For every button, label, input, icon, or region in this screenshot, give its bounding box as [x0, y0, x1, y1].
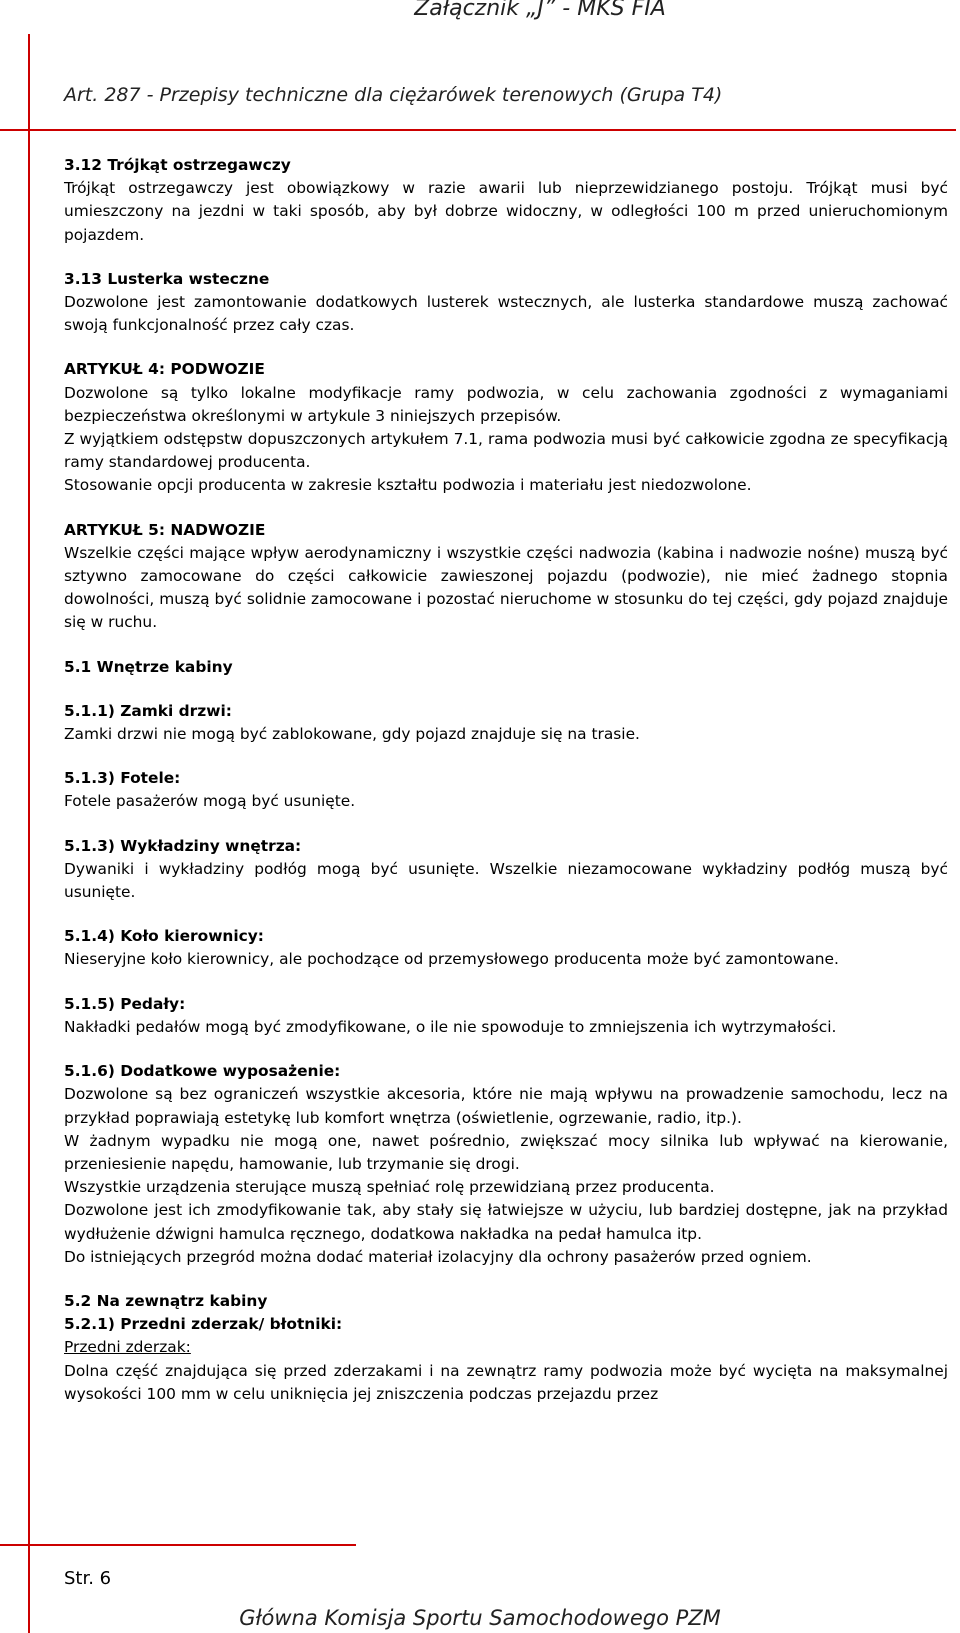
- article-5-paragraph: Wszelkie części mające wpływ aerodynamiczny i wszystkie części nadwozia (kabina i nadwozie nośne) muszą być sztywno zamocowane do części całkowicie zawieszonej pojazdu (podwozie), nie mieć żadnego stopnia dowolności, muszą być solidnie zamocowane i pozostać nieruchome w stosunku do tej części, gdy pojazd znajduje się w ruchu.: [64, 543, 948, 632]
- section-5-2-title: 5.2 Na zewnątrz kabiny: [64, 1291, 268, 1310]
- section-5-1-5-title: 5.1.5) Pedały:: [64, 994, 186, 1013]
- section-5-1-1-text: Zamki drzwi nie mogą być zablokowane, gdy pojazd znajduje się na trasie.: [64, 725, 640, 744]
- section-5-2-1-title: 5.2.1) Przedni zderzak/ błotniki:: [64, 1315, 343, 1334]
- article-5-title: ARTYKUŁ 5: NADWOZIE: [64, 520, 266, 539]
- article-4-paragraph: Z wyjątkiem odstępstw dopuszczonych artykułem 7.1, rama podwozia musi być całkowicie zgodna ze specyfikacją ramy standardowej producenta.: [64, 430, 948, 472]
- section-5-1-3-seats-title: 5.1.3) Fotele:: [64, 769, 181, 788]
- article-4-paragraph: Stosowanie opcji producenta w zakresie kształtu podwozia i materiału jest niedozwolone.: [64, 476, 752, 495]
- front-bumper-label: Przedni zderzak:: [64, 1338, 191, 1357]
- section-5-1-6-paragraph: Dozwolone jest ich zmodyfikowanie tak, aby stały się łatwiejsze w użyciu, lub bardziej dostępne, jak na przykład wydłużenie dźwigni hamulca ręcznego, dodatkowa nakładka na pedał hamulca itp.: [64, 1201, 948, 1243]
- section-5-1-4-text: Nieseryjne koło kierownicy, ale pochodzące od przemysłowego producenta może być zamontowane.: [64, 950, 839, 969]
- section-5-2-1-text: Dolna część znajdująca się przed zderzakami i na zewnątrz ramy podwozia może być wycięta na maksymalnej wysokości 100 mm w celu uniknięcia jej zniszczenia podczas przejazdu przez: [64, 1361, 948, 1403]
- section-5-1-title: 5.1 Wnętrze kabiny: [64, 657, 233, 676]
- document-body: [64, 154, 948, 1406]
- section-3-13-title: 3.13 Lusterka wsteczne: [64, 269, 270, 288]
- section-3-12-text: Trójkąt ostrzegawczy jest obowiązkowy w razie awarii lub nieprzewidzianego postoju. Trójkąt musi być umieszczony na jezdni w taki sposób, aby był dobrze widoczny, w odległości 100 m przed unieruchomionym pojazdem.: [64, 179, 948, 244]
- section-5-1-6-paragraph: Wszystkie urządzenia sterujące muszą spełniać rolę przewidzianą przez producenta.: [64, 1178, 715, 1197]
- page-number: Str. 6: [64, 1568, 112, 1589]
- section-5-1-4-title: 5.1.4) Koło kierownicy:: [64, 927, 264, 946]
- section-3-12-title: 3.12 Trójkąt ostrzegawczy: [64, 156, 291, 174]
- article-header: Art. 287 - Przepisy techniczne dla ciężarówek terenowych (Grupa T4): [64, 84, 723, 106]
- section-5-1-3-carpets-text: Dywaniki i wykładziny podłóg mogą być usunięte. Wszelkie niezamocowane wykładziny podłóg muszą być usunięte.: [64, 859, 948, 902]
- header-rule: [0, 129, 956, 131]
- section-3-13-text: Dozwolone jest zamontowanie dodatkowych lusterek wstecznych, ale lusterka standardowe muszą zachować swoją funkcjonalność przez cały czas.: [64, 293, 948, 335]
- article-4-title: ARTYKUŁ 4: PODWOZIE: [64, 360, 265, 379]
- section-5-1-3-seats-text: Fotele pasażerów mogą być usunięte.: [64, 792, 356, 811]
- section-5-1-3-carpets-title: 5.1.3) Wykładziny wnętrza:: [64, 836, 302, 855]
- section-5-1-6-paragraph: Dozwolone są bez ograniczeń wszystkie akcesoria, które nie mają wpływu na prowadzenie samochodu, lecz na przykład poprawiają estetykę lub komfort wnętrza (oświetlenie, ogrzewanie, radio, itp.).: [64, 1085, 948, 1127]
- footer-organization: Główna Komisja Sportu Samochodowego PZM: [239, 1606, 721, 1630]
- margin-rule: [28, 34, 30, 1633]
- section-5-1-5-text: Nakładki pedałów mogą być zmodyfikowane, o ile nie spowoduje to zmniejszenia ich wytrzymałości.: [64, 1017, 837, 1036]
- section-5-1-6-paragraph: W żadnym wypadku nie mogą one, nawet pośrednio, zwiększać mocy silnika lub wpływać na kierowanie, przeniesienie napędu, hamowanie, lub trzymanie się drogi.: [64, 1131, 948, 1173]
- annex-header: Załącznik „J” - MKS FIA: [414, 0, 666, 21]
- section-5-1-6-paragraph: Do istniejących przegród można dodać materiał izolacyjny dla ochrony pasażerów przed ogniem.: [64, 1247, 812, 1266]
- footer-rule: [0, 1544, 356, 1546]
- section-5-1-6-title: 5.1.6) Dodatkowe wyposażenie:: [64, 1062, 341, 1081]
- section-5-1-1-title: 5.1.1) Zamki drzwi:: [64, 701, 232, 720]
- article-4-paragraph: Dozwolone są tylko lokalne modyfikacje ramy podwozia, w celu zachowania zgodności z wymaganiami bezpieczeństwa określonymi w artykule 3 niniejszych przepisów.: [64, 383, 948, 425]
